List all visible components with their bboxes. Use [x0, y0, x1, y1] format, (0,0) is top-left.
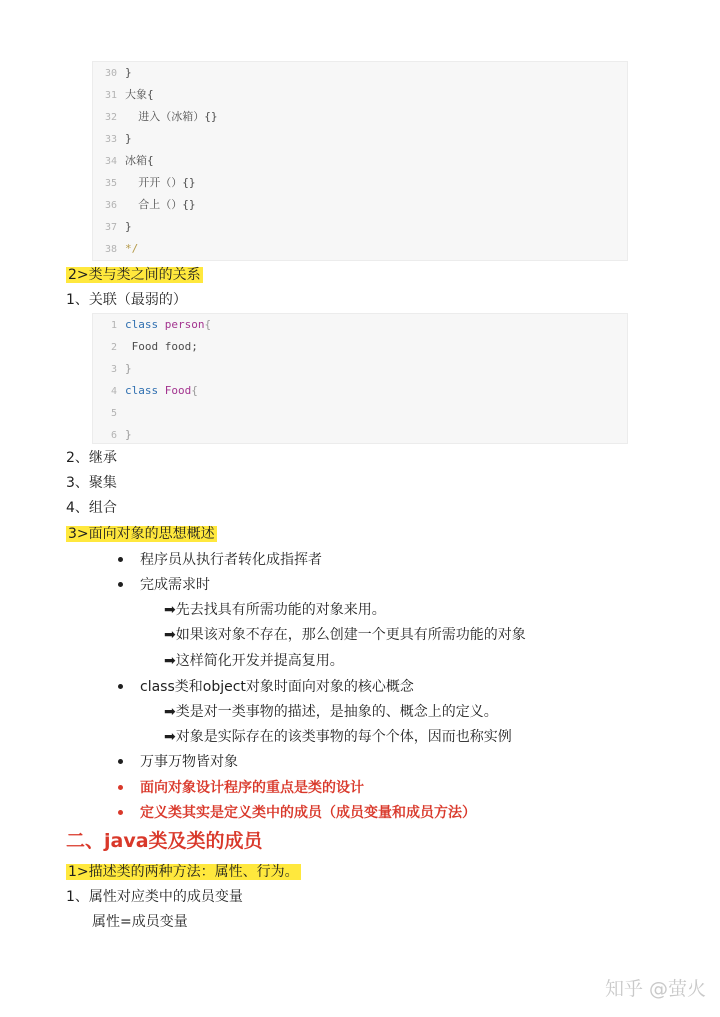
code-line: 32 进入（冰箱）{} — [104, 110, 218, 123]
code-line: 37 } — [104, 220, 132, 233]
bullet-dot — [118, 759, 123, 764]
code-line: 35 开开（）{} — [104, 176, 196, 189]
bullet-dot — [118, 785, 123, 790]
code-line: 5 — [110, 408, 117, 419]
section-title-oop-overview: 3>面向对象的思想概述 — [68, 526, 215, 542]
bullet-item: 程序员从执行者转化成指挥者 — [140, 552, 322, 568]
sub-item: ➡先去找具有所需功能的对象来用。 — [164, 602, 386, 618]
bullet-item: 万事万物皆对象 — [140, 754, 238, 770]
section-title-relations: 2>类与类之间的关系 — [68, 267, 201, 283]
code-line: 3 } — [110, 362, 132, 375]
relation-item-inheritance: 2、继承 — [66, 450, 117, 466]
code-line: 2 Food food; — [110, 340, 198, 353]
section-title-describe-class: 1>描述类的两种方法：属性、行为。 — [68, 864, 299, 880]
list-item-detail: 属性=成员变量 — [92, 914, 188, 930]
code-line: 38 */ — [104, 242, 139, 255]
bullet-item: 完成需求时 — [140, 577, 210, 593]
sub-item: ➡如果该对象不存在，那么创建一个更具有所需功能的对象 — [164, 627, 526, 643]
list-item: 1、属性对应类中的成员变量 — [66, 889, 243, 905]
sub-item: ➡类是对一类事物的描述，是抽象的、概念上的定义。 — [164, 704, 498, 720]
code-line: 30 } — [104, 66, 132, 79]
bullet-item-emphasis: 面向对象设计程序的重点是类的设计 — [140, 780, 364, 796]
sub-item: ➡对象是实际存在的该类事物的每个个体，因而也称实例 — [164, 729, 512, 745]
watermark: 知乎 @萤火 — [604, 978, 706, 1000]
code-line: 1 class person{ — [110, 318, 212, 331]
relation-item-aggregation: 3、聚集 — [66, 475, 117, 491]
bullet-dot — [118, 557, 123, 562]
code-block-2 — [92, 313, 628, 444]
code-line: 4 class Food{ — [110, 384, 198, 397]
bullet-item-emphasis: 定义类其实是定义类中的成员（成员变量和成员方法） — [140, 805, 476, 821]
code-line: 33 } — [104, 132, 132, 145]
bullet-dot — [118, 810, 123, 815]
sub-item: ➡这样简化开发并提高复用。 — [164, 653, 344, 669]
relation-item-composition: 4、组合 — [66, 500, 117, 516]
code-line: 34 冰箱{ — [104, 154, 154, 167]
bullet-dot — [118, 684, 123, 689]
bullet-item: class类和object对象时面向对象的核心概念 — [140, 679, 414, 695]
code-line: 36 合上（）{} — [104, 198, 196, 211]
bullet-dot — [118, 582, 123, 587]
code-line: 6 } — [110, 428, 132, 441]
relation-item-association: 1、关联（最弱的） — [66, 292, 187, 308]
heading-java-class-members: 二、java类及类的成员 — [66, 830, 263, 852]
code-line: 31 大象{ — [104, 88, 154, 101]
code-block-1 — [92, 61, 628, 261]
